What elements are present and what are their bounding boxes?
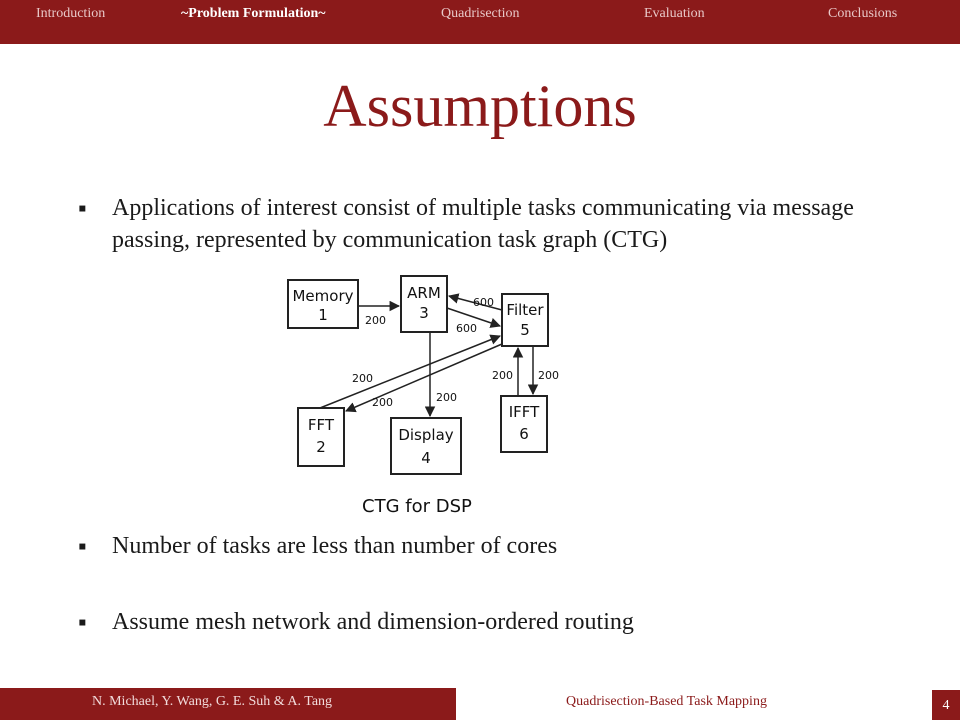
edge-fft-filter: [320, 336, 500, 408]
slide-title: Assumptions: [323, 73, 637, 139]
node-ifft: [501, 396, 547, 452]
node-ifft-id: 6: [519, 425, 529, 443]
node-display: [391, 418, 461, 474]
bullet-marker: ▪: [78, 534, 87, 560]
node-arm-name: ARM: [407, 284, 441, 302]
node-fft-id: 2: [316, 438, 326, 456]
edge-label-arm-display: 200: [436, 391, 457, 404]
footer-talk-title: Quadrisection-Based Task Mapping: [566, 694, 767, 709]
edge-label-filter-arm: 600: [473, 296, 494, 309]
footer-authors: N. Michael, Y. Wang, G. E. Suh & A. Tang: [92, 694, 333, 709]
diagram-caption: CTG for DSP: [362, 496, 472, 517]
nav-item-conclusions[interactable]: Conclusions: [828, 6, 898, 21]
node-memory-id: 1: [318, 306, 328, 324]
bullet-marker: ▪: [78, 196, 87, 222]
bullet-tasks-cores: Number of tasks are less than number of cores: [112, 533, 558, 559]
page-number: 4: [942, 698, 950, 713]
node-filter-id: 5: [520, 321, 530, 339]
node-arm-id: 3: [419, 304, 429, 322]
node-display-id: 4: [421, 449, 431, 467]
nav-item-introduction[interactable]: Introduction: [36, 6, 106, 21]
nav-item-quadrisection[interactable]: Quadrisection: [441, 6, 520, 21]
bullet-mesh-routing: Assume mesh network and dimension-ordered routing: [112, 609, 634, 635]
node-fft-name: FFT: [307, 416, 335, 434]
edge-label-arm-filter: 600: [456, 322, 477, 335]
ctg-diagram: [280, 268, 580, 486]
node-arm: [401, 276, 447, 332]
bullet-ctg: Applications of interest consist of multiple tasks communicating via message passing, represented by communication task graph (CTG): [112, 195, 854, 253]
node-fft: [298, 408, 344, 466]
nav-item-evaluation[interactable]: Evaluation: [644, 6, 705, 21]
node-filter: [502, 294, 548, 346]
node-memory-name: Memory: [292, 287, 354, 305]
edge-label-fft-filter: 200: [352, 372, 373, 385]
node-display-name: Display: [398, 426, 454, 444]
edge-label-ifft-filter: 200: [492, 369, 513, 382]
edge-label-filter-ifft: 200: [538, 369, 559, 382]
edge-label-filter-fft: 200: [372, 396, 393, 409]
node-filter-name: Filter: [506, 301, 544, 319]
edge-label-memory-arm: 200: [365, 314, 386, 327]
bullet-marker: ▪: [78, 610, 87, 636]
nav-item-problem-formulation[interactable]: ~Problem Formulation~: [181, 6, 326, 21]
node-memory: [288, 280, 358, 328]
node-ifft-name: IFFT: [508, 403, 540, 421]
